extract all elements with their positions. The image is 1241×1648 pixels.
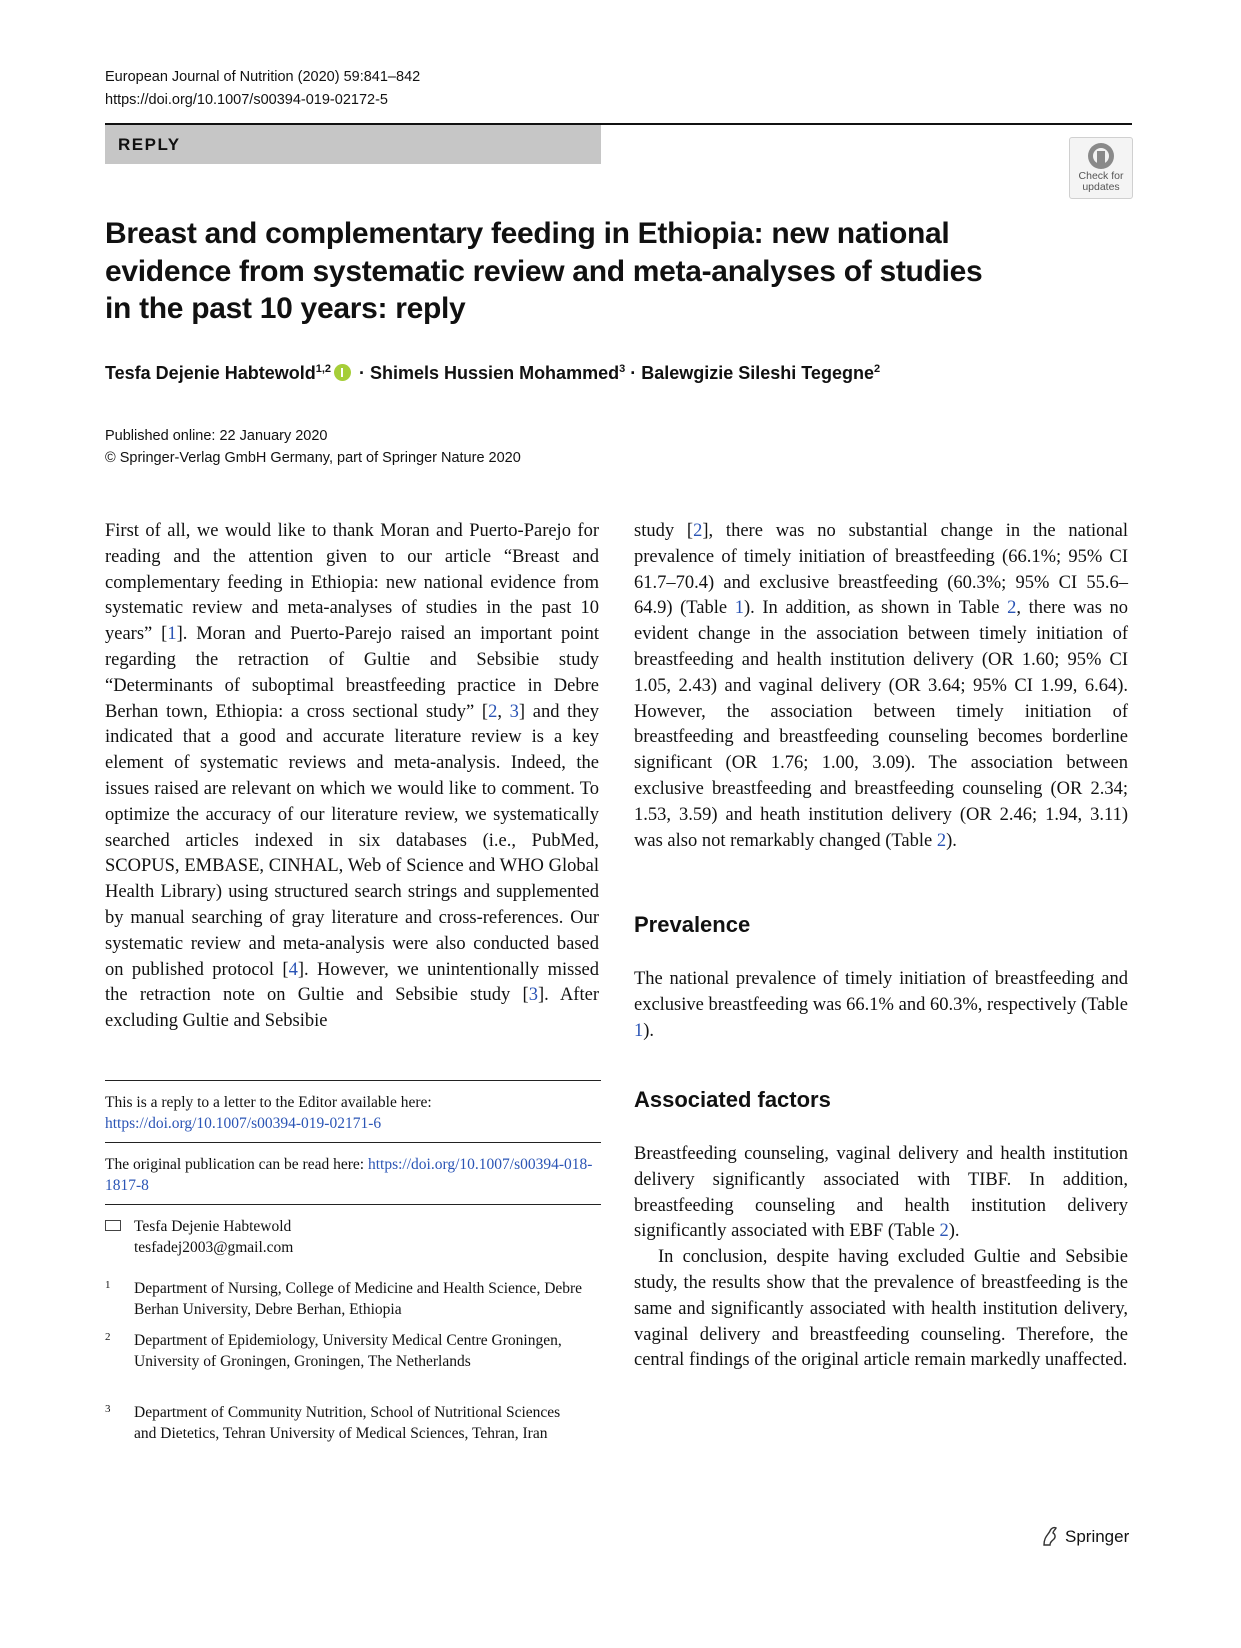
author-affiliation-sup: 2	[873, 363, 881, 375]
reply-letter-link[interactable]: https://doi.org/10.1007/s00394-019-02171-6	[105, 1115, 382, 1132]
footnote-rule	[105, 1204, 601, 1205]
corresponding-author-name: Tesfa Dejenie Habtewold	[134, 1218, 292, 1235]
springer-horse-icon	[1040, 1525, 1060, 1547]
check-updates-icon	[1087, 142, 1115, 170]
check-for-updates-badge[interactable]	[1069, 137, 1133, 199]
body-paragraph: First of all, we would like to thank Moran and Puerto-Parejo for reading and the attention given to our article “Breast and complementary feeding in Ethiopia: new national evidence from systematic review and meta-analyses of studies in the past 10 years” [1]. Moran and Puerto-Parejo raised an important point regarding the retraction of Gultie and Sebsibie study “Determinants of suboptimal breastfeeding practice in Debre Berhan town, Ethiopia: a cross sectional study” [2, 3] and they indicated that a good and accurate literature review is a key element of systematic reviews and meta-analysis. Indeed, the issues raised are relevant on which we would like to comment. To optimize the accuracy of our literature review, we systematically searched articles indexed in six databases (i.e., PubMed, SCOPUS, EMBASE, CINHAL, Web of Science and WHO Global Health Library) using structured search strings and supplemented by manual searching of gray literature and cross-references. Our systematic review and meta-analysis were also conducted based on published protocol [4]. However, we unintentionally missed the retraction note on Gultie and Sebsibie study [3]. After excluding Gultie and Sebsibie	[105, 521, 600, 1032]
affiliation-text: Department of Nursing, College of Medicine and Health Science, Debre Berhan University, Debre Berhan, Ethiopia	[134, 1280, 583, 1318]
affiliation-number: 3	[105, 1403, 111, 1415]
section-heading-prevalence: Prevalence	[634, 912, 751, 937]
affiliation-text: Department of Epidemiology, University Medical Centre Groningen, University of Groningen, Groningen, The Netherlands	[134, 1332, 562, 1370]
article-doi: https://doi.org/10.1007/s00394-019-02172-5	[105, 92, 388, 108]
section-heading-associated-factors: Associated factors	[634, 1087, 831, 1112]
conclusion-paragraph: In conclusion, despite having excluded Gultie and Sebsibie study, the results show that the prevalence of breastfeeding is the same and significantly associated with health institution delivery, vaginal delivery and breastfeeding counseling. Therefore, the central findings of the original article remain markedly unaffected.	[634, 1247, 1128, 1371]
body-right-column	[634, 519, 1128, 854]
table-link[interactable]: 2	[1007, 598, 1017, 619]
footnote-rule	[105, 1080, 601, 1081]
affiliation-number: 2	[105, 1331, 111, 1343]
prevalence-section	[634, 967, 1128, 1044]
reply-note: This is a reply to a letter to the Editor available here: https://doi.org/10.1007/s00394-019-02171-6	[105, 1094, 432, 1132]
author-list	[105, 363, 880, 384]
author-affiliation-sup: 1,2	[315, 363, 332, 375]
citation-link[interactable]: 4	[288, 959, 298, 980]
author-name[interactable]: Tesfa Dejenie Habtewold	[105, 363, 316, 383]
article-title: Breast and complementary feeding in Ethiopia: new national evidence from systematic review and meta-analyses of studies in the past 10 years: reply	[105, 217, 983, 325]
article-type-label: REPLY	[118, 135, 181, 154]
check-updates-text: Check for updates	[1078, 170, 1124, 193]
associated-factors-section	[634, 1142, 1128, 1374]
affiliation-text: Department of Community Nutrition, School of Nutritional Sciences and Dietetics, Tehran University of Medical Sciences, Tehran, Iran	[134, 1404, 561, 1442]
author-separator: ·	[625, 363, 642, 383]
journal-citation: European Journal of Nutrition (2020) 59:841–842	[105, 69, 421, 85]
original-publication-note: The original publication can be read here: https://doi.org/10.1007/s00394-018-1817-8	[105, 1156, 593, 1194]
original-publication-link[interactable]: https://doi.org/10.1007/s00394-018-1817-8	[105, 1156, 593, 1194]
table-link[interactable]: 2	[939, 1221, 949, 1242]
body-paragraph: Breastfeeding counseling, vaginal delivery and health institution delivery significantly associated with TIBF. In addition, breastfeeding counseling and health institution delivery significantly associated with EBF (Table 2).	[634, 1144, 1128, 1242]
table-link[interactable]: 2	[936, 830, 947, 851]
citation-link[interactable]: 2	[488, 701, 498, 722]
orcid-icon[interactable]	[334, 364, 351, 381]
author-affiliation-sup: 3	[619, 363, 626, 375]
citation-link[interactable]: 3	[528, 985, 538, 1006]
citation-link[interactable]: 1	[167, 624, 177, 645]
author-name[interactable]: Shimels Hussien Mohammed	[370, 363, 620, 383]
publication-info	[105, 425, 521, 469]
envelope-icon	[105, 1220, 121, 1231]
published-date: Published online: 22 January 2020	[105, 428, 328, 444]
corresponding-author-email[interactable]: tesfadej2003@gmail.com	[134, 1239, 294, 1256]
affiliation-number: 1	[105, 1279, 111, 1291]
footnote-rule	[105, 1142, 601, 1143]
citation-link[interactable]: 2	[693, 521, 703, 541]
body-left-column	[105, 519, 599, 1035]
journal-header	[105, 66, 420, 112]
author-separator: ·	[354, 363, 371, 383]
publisher-name: Springer	[1065, 1527, 1130, 1546]
article-type-bar	[105, 125, 601, 164]
table-link[interactable]: 1	[634, 1020, 644, 1041]
citation-link[interactable]: 3	[509, 701, 519, 722]
table-link[interactable]: 1	[734, 598, 744, 619]
author-name[interactable]: Balewgizie Sileshi Tegegne	[641, 363, 874, 383]
body-paragraph: The national prevalence of timely initiation of breastfeeding and exclusive breastfeeding was 66.1% and 60.3%, respectively (Table 1).	[634, 969, 1128, 1041]
copyright: © Springer-Verlag GmbH Germany, part of Springer Nature 2020	[105, 450, 521, 466]
body-paragraph: study [2], there was no substantial change in the national prevalence of timely initiation of breastfeeding (66.1%; 95% CI 61.7–70.4) and exclusive breastfeeding (60.3%; 95% CI 55.6–64.9) (Table 1). In addition, as shown in Table 2, there was no evident change in the association between timely initiation of breastfeeding and health institution delivery (OR 1.60; 95% CI 1.05, 2.43) and vaginal delivery (OR 3.64; 95% CI 1.99, 6.64). However, the association between timely initiation of breastfeeding and breastfeeding counseling becomes borderline significant (OR 1.76; 1.00, 3.09). The association between exclusive breastfeeding and breastfeeding counseling (OR 2.34; 1.53, 3.59) and heath institution delivery (OR 2.46; 1.94, 3.11) was also not remarkably changed (Table 2).	[634, 521, 1128, 851]
